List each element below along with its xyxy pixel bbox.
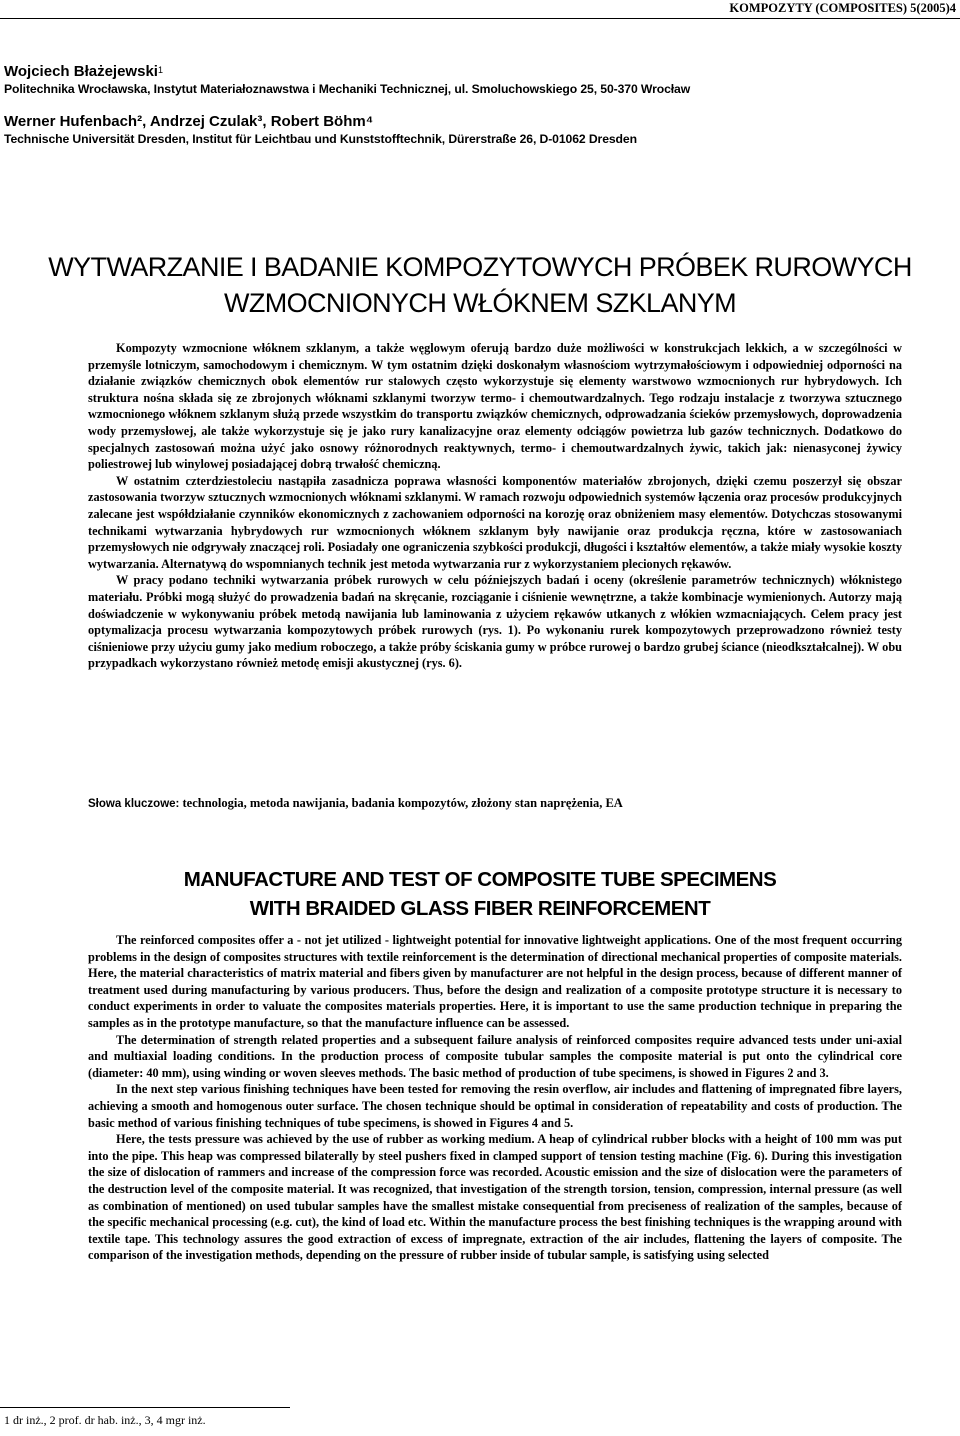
title-polish: WYTWARZANIE I BADANIE KOMPOZYTOWYCH PRÓBEK RUROWYCH WZMOCNIONYCH WŁÓKNEM SZKLANYM	[48, 252, 912, 318]
footnote-divider	[0, 1407, 290, 1408]
abstract-en-paragraph: Here, the tests pressure was achieved by the use of rubber as working medium. A heap of cylindrical rubber blocks with a height of 100 mm was put into the pipe. This heap was compressed bilaterally by steel pushers fixed in clamped support of tension testing machine (Fig. 6). During this investigation the size of dislocation of rammers and increase of the compression force was recorded. Acoustic emission and the size of dislocation were the parameters of the destruction level of the composite material. It was recognized, that investigation of the strength torsion, tension, compression, internal pressure (as well as combination of mentioned) on used tubular samples have the smallest mistake consequential from preciseness of realization of the samples, because of the specific mechanical processing (e.g. cut), the kind of load etc. Within the manufacture process the best finishing techniques is the wrapping around with textile tape. This technology assures the good extraction of excess of impregnate, extraction of the air includes, flattening the layers of composite. The comparison of the investigation methods, depending on the pressure of rubber inside of tubular sample, is satisfying using selected	[88, 1132, 902, 1263]
keywords-text: technologia, metoda nawijania, badania kompozytów, złożony stan naprężenia, EA	[182, 796, 623, 810]
author-2-names: Werner Hufenbach², Andrzej Czulak³, Robert Böhm⁴	[4, 113, 374, 130]
footnote: 1 dr inż., 2 prof. dr hab. inż., 3, 4 mgr inż.	[4, 1413, 206, 1427]
keywords	[88, 796, 902, 811]
abstract-en-paragraph: The reinforced composites offer a - not jet utilized - lightweight potential for innovative lightweight applications. One of the most frequent occurring problems in the design of composites structures with textile reinforcement is the determination of directional mechanical properties of composite materials. Here, the material characteristics of matrix material and fibers given by manufacturer are not helpful in the design process, because of different manner of treatment used during manufacturing by various producers. Thus, before the design and realization of a composite prototype structure it is necessary to conduct experiments in order to valuate the composites materials properties. Here, it is important to use the same production technique in preparing the samples as in the prototype manufacture, so that the manufacture influence can be assessed.	[88, 933, 902, 1030]
journal-title: KOMPOZYTY (COMPOSITES) 5(2005)4	[729, 1, 956, 15]
abstract-pl-paragraph: W ostatnim czterdziestoleciu nastąpiła zasadnicza poprawa własności komponentów materiałów zbrojonych, dzięki czemu poszerzył się obszar zastosowania tworzyw sztucznych wzmocnionych włóknami szklanymi. W ramach rozwoju odpowiednich systemów łączenia oraz procesów produkcyjnych zalecane jest współdziałanie czynników ekonomicznych z zachowaniem odporności na korozję oraz obniżeniem masy elementów. Dotychczas stosowanymi technikami wytwarzania hybrydowych rur wzmocnionych włóknem szklanym były nawijanie oraz produkcja ręczna, które w zastosowaniach przemysłowych nie odgrywały znaczącej roli. Posiadały one ograniczenia szybkości produkcji, długości i kształtów elementów, a także miały wysokie koszty wytwarzania. Alternatywą do wspomnianych technik jest metoda wytwarzania rur z wykorzystaniem plecionych rękawów.	[88, 473, 902, 571]
keywords-label: Słowa kluczowe:	[88, 798, 180, 810]
author-2-affiliation: Technische Universität Dresden, Institut für Leichtbau und Kunststofftechnik, Dürerstraße 26, D-01062 Dresden	[4, 132, 637, 146]
abstract-pl-paragraph: Kompozyty wzmocnione włóknem szklanym, a także węglowym oferują bardzo duże możliwości w konstrukcjach lekkich, a w szczególności w przemyśle lotniczym, samochodowym i chemicznym. W tym ostatnim dzięki doskonałym własnościom wytrzymałościowym i odpowiedniej odporności na działanie związków chemicznych obok elementów rur stalowych często wykorzystuje się elementy warstwowo wzmocnionych rur hybrydowych. Ich struktura nośna składa się ze zbrojonych włóknami szklanymi tworzyw termo- i chemoutwardzalnych. Tego rodzaju instalacje z tworzywa sztucznego wzmocnionego włóknem szklanym służą przede wszystkim do transportu związków chemicznych, odprowadzania ścieków przemysłowych, doprowadzenia wody przemysłowej, ale także wykorzystuje się je jako rury kanalizacyjne oraz elementy odciągów powietrza lub gazów technicznych. Dodatkowo do specjalnych zastosowań można użyć jako osnowy różnorodnych reaktywnych, termo- i chemoutwardzalnych żywic, takich jak: nienasyconej żywicy poliestrowej lub winylowej posiadającej dobrą trwałość chemiczną.	[88, 341, 902, 472]
author-1-affiliation: Politechnika Wrocławska, Instytut Materiałoznawstwa i Mechaniki Technicznej, ul. Smoluchowskiego 25, 50-370 Wrocław	[4, 82, 691, 96]
title-english: MANUFACTURE AND TEST OF COMPOSITE TUBE SPECIMENS WITH BRAIDED GLASS FIBER REINFORCEMENT	[183, 868, 777, 920]
abstract-en-paragraph: The determination of strength related properties and a subsequent failure analysis of reinforced composites require advanced tests under uni-axial and multiaxial loading conditions. In the production process of composite tubular samples the composite material is put onto the cylindrical core (diameter: 40 mm), using winding or woven sleeves methods. The basic method of production of tube specimens, is showed in Figures 2 and 3.	[88, 1032, 902, 1080]
abstract-en-paragraph: In the next step various finishing techniques have been tested for removing the resin overflow, air includes and flattening of impregnated fibre layers, achieving a smooth and homogenous outer surface. The chosen technique should be optimal in consideration of repeatability and costs of production. The basic method of various finishing techniques of tube specimens, is showed in Figures 4 and 5.	[88, 1082, 902, 1130]
journal-header	[0, 0, 960, 19]
authors-block	[4, 62, 954, 148]
abstract-pl-paragraph: W pracy podano techniki wytwarzania próbek rurowych w celu późniejszych badań i oceny (określenie parametrów technicznych) włóknistego materiału. Próbki mogą służyć do prowadzenia badań na skręcanie, rozciąganie i ciśnienie wewnętrzne, a także kombinacje wymienionych. Autorzy mają doświadczenie w wykonywaniu próbek metodą nawijania lub laminowania z użyciem rękawów utkanych z włókien wzmacniających. Celem pracy jest optymalizacja procesu wytwarzania kompozytowych próbek rurowych (rys. 1). Po wykonaniu rurek kompozytowych przeprowadzono również testy ciśnieniowe przy użyciu gumy jako medium roboczego, a także próby ściskania gumy w próbce rurowej o bardzo grubej ściance (nieodkształcalnej). W obu przypadkach wykorzystano również metodę emisji akustycznej (rys. 6).	[88, 573, 902, 671]
abstract-polish	[88, 340, 902, 672]
author-1-name: Wojciech Błażejewski$^1$	[4, 63, 163, 80]
abstract-english	[88, 932, 902, 1264]
